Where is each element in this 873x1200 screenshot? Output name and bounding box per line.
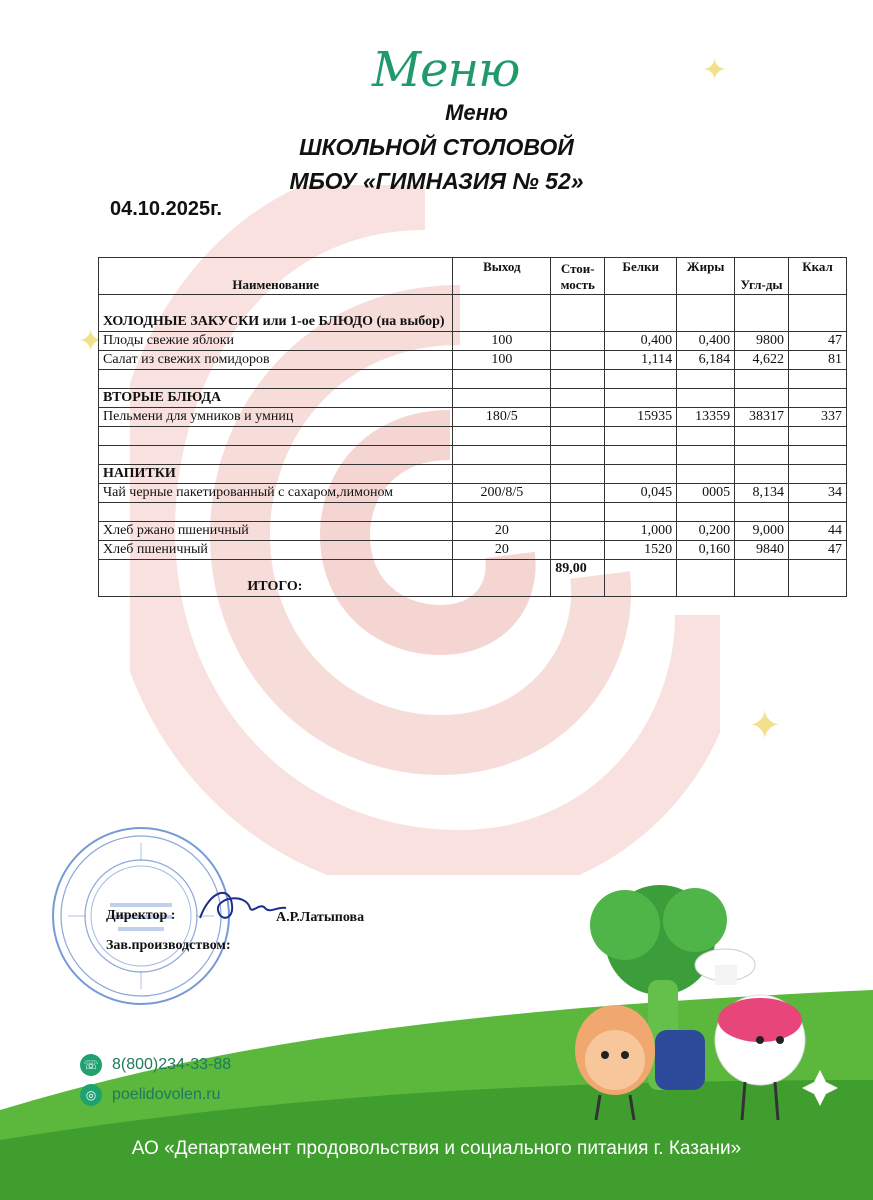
cell-fat (677, 295, 735, 332)
col-header: Жиры (677, 258, 735, 295)
cell-carb: 9800 (735, 332, 789, 351)
cell-cost (551, 295, 605, 332)
section-row (99, 465, 847, 484)
cell-kcal (789, 427, 847, 446)
total-label: ИТОГО: (99, 560, 453, 597)
cell-fat: 0,400 (677, 332, 735, 351)
dish-name: Чай черные пакетированный с сахаром,лимоном (99, 484, 453, 503)
section-title: ВТОРЫЕ БЛЮДА (99, 389, 453, 408)
cell-out: 180/5 (453, 408, 551, 427)
cell-fat: 0,200 (677, 522, 735, 541)
sparkle-icon: ✦ (748, 703, 782, 748)
section-row (99, 295, 847, 332)
cell-cost (551, 389, 605, 408)
globe-icon: ◎ (80, 1084, 102, 1106)
cell-kcal: 44 (789, 522, 847, 541)
col-header: Наименование (99, 258, 453, 295)
col-header: Стои-мость (551, 258, 605, 295)
cell-kcal: 47 (789, 332, 847, 351)
cell-carb (735, 295, 789, 332)
dish-name: Хлеб ржано пшеничный (99, 522, 453, 541)
table-row (99, 522, 847, 541)
menu-table (98, 257, 847, 597)
section-title: НАПИТКИ (99, 465, 453, 484)
cell-fat (677, 465, 735, 484)
cell-fat: 6,184 (677, 351, 735, 370)
cell-kcal (789, 295, 847, 332)
menu-logo: Меню (372, 42, 520, 98)
table-header-row (99, 258, 847, 295)
cell-prot: 1520 (605, 541, 677, 560)
table-row (99, 541, 847, 560)
dish-name (99, 370, 453, 389)
website-link[interactable]: poelidovolen.ru (112, 1086, 221, 1103)
cell-out (453, 446, 551, 465)
cell-fat (677, 446, 735, 465)
cell-prot (605, 295, 677, 332)
cell-prot: 15935 (605, 408, 677, 427)
cell-kcal (789, 389, 847, 408)
director-name: А.Р.Латыпова (276, 910, 365, 925)
director-signature (190, 880, 290, 930)
cell-carb (735, 370, 789, 389)
total-row (99, 560, 847, 597)
cell-prot (605, 427, 677, 446)
cell-out (453, 295, 551, 332)
cell-out (453, 427, 551, 446)
sparkle-icon: ✦ (78, 325, 104, 358)
cell-carb: 38317 (735, 408, 789, 427)
table-row (99, 370, 847, 389)
title-menu: Меню (445, 100, 508, 125)
cell-kcal (789, 465, 847, 484)
cell-cost (551, 427, 605, 446)
cell-carb (735, 427, 789, 446)
cell-cost (551, 370, 605, 389)
dish-name (99, 446, 453, 465)
cell-prot: 0,400 (605, 332, 677, 351)
menu-date: 04.10.2025г. (110, 198, 222, 220)
cell-fat (677, 389, 735, 408)
cell-carb: 9840 (735, 541, 789, 560)
cell-prot: 1,000 (605, 522, 677, 541)
cell-prot: 1,114 (605, 351, 677, 370)
cell-cost (551, 541, 605, 560)
cell-carb: 8,134 (735, 484, 789, 503)
table-row (99, 408, 847, 427)
total-value: 89,00 (551, 560, 605, 597)
cell-kcal: 47 (789, 541, 847, 560)
cell-prot (605, 370, 677, 389)
cell-kcal: 34 (789, 484, 847, 503)
cell-fat (677, 370, 735, 389)
cell-out (453, 370, 551, 389)
cell-cost (551, 522, 605, 541)
cell-fat: 0,160 (677, 541, 735, 560)
cell-prot (605, 503, 677, 522)
cell-cost (551, 484, 605, 503)
cell-cost (551, 351, 605, 370)
cell-kcal (789, 446, 847, 465)
cell-out: 100 (453, 351, 551, 370)
dish-name: Пельмени для умников и умниц (99, 408, 453, 427)
cell-prot (605, 389, 677, 408)
cell-cost (551, 446, 605, 465)
cell-cost (551, 465, 605, 484)
cell-cost (551, 332, 605, 351)
cell-carb (735, 503, 789, 522)
cell-fat (677, 503, 735, 522)
cell-out: 200/8/5 (453, 484, 551, 503)
col-header: Угл-ды (735, 258, 789, 295)
title-canteen: ШКОЛЬНОЙ СТОЛОВОЙ (299, 134, 574, 160)
dish-name (99, 427, 453, 446)
footer-organization: АО «Департамент продовольствия и социального питания г. Казани» (131, 1138, 742, 1159)
cell-fat (677, 427, 735, 446)
director-label: Директор : (106, 908, 176, 923)
production-label: Зав.производством: (106, 938, 231, 953)
cell-out: 100 (453, 332, 551, 351)
table-row (99, 446, 847, 465)
title-school: МБОУ «ГИМНАЗИЯ № 52» (289, 168, 584, 194)
cell-carb (735, 465, 789, 484)
table-row (99, 503, 847, 522)
dish-name: Плоды свежие яблоки (99, 332, 453, 351)
cell-cost (551, 408, 605, 427)
cell-fat: 0005 (677, 484, 735, 503)
cell-out (453, 389, 551, 408)
cell-carb (735, 389, 789, 408)
phone-icon: ☏ (80, 1054, 102, 1076)
dish-name: Хлеб пшеничный (99, 541, 453, 560)
table-row (99, 351, 847, 370)
cell-fat: 13359 (677, 408, 735, 427)
cell-prot (605, 465, 677, 484)
col-header: Выход (453, 258, 551, 295)
cell-kcal: 81 (789, 351, 847, 370)
cell-carb: 4,622 (735, 351, 789, 370)
col-header: Белки (605, 258, 677, 295)
table-row (99, 427, 847, 446)
col-header: Ккал (789, 258, 847, 295)
website-contact (80, 1084, 221, 1106)
cell-prot: 0,045 (605, 484, 677, 503)
cell-cost (551, 503, 605, 522)
section-row (99, 389, 847, 408)
phone-number[interactable]: 8(800)234-33-88 (112, 1056, 232, 1073)
cell-out: 20 (453, 522, 551, 541)
dish-name (99, 503, 453, 522)
table-row (99, 332, 847, 351)
section-title: ХОЛОДНЫЕ ЗАКУСКИ или 1-ое БЛЮДО (на выбор) (99, 295, 453, 332)
cell-prot (605, 446, 677, 465)
cell-kcal: 337 (789, 408, 847, 427)
table-row (99, 484, 847, 503)
cell-out (453, 503, 551, 522)
cell-out (453, 465, 551, 484)
cell-out: 20 (453, 541, 551, 560)
cell-kcal (789, 370, 847, 389)
vegetable-characters-illustration (530, 870, 850, 1130)
cell-carb (735, 446, 789, 465)
cell-kcal (789, 503, 847, 522)
cell-carb: 9,000 (735, 522, 789, 541)
sparkle-icon: ✦ (702, 54, 728, 87)
dish-name: Салат из свежих помидоров (99, 351, 453, 370)
phone-contact (80, 1054, 231, 1076)
